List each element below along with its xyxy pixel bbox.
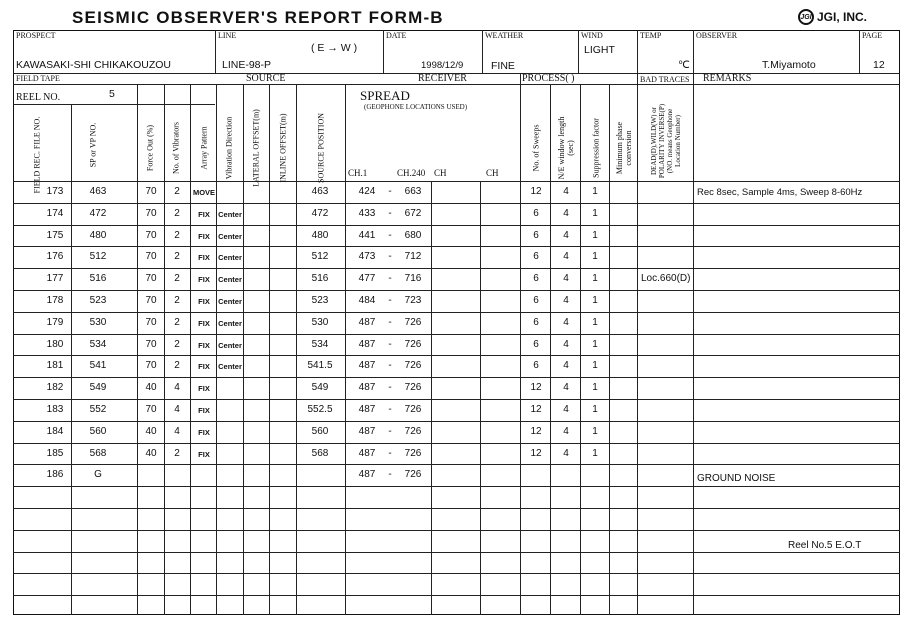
sweep-count: 12 [530,448,542,459]
sweep-count: 12 [530,382,542,393]
vibration-direction: Center [218,232,242,241]
sweep-count: 12 [530,404,542,415]
range-dash: - [388,295,392,306]
col-minimum-phase: Minimum phase conversion [615,121,633,175]
field-file-no: 179 [46,317,64,328]
sp-no: 480 [89,230,107,241]
source-position: 534 [311,339,329,350]
window-length: 4 [563,295,569,306]
vibrator-count: 2 [174,295,180,306]
col-sweeps: No. of Sweeps [531,124,541,172]
sp-no: 568 [89,448,107,459]
receiver-section-label: RECEIVER [418,73,467,84]
col-ch-b: CH [486,168,499,178]
line-label: LINE [218,31,237,40]
field-file-no: 182 [46,382,64,393]
range-dash: - [388,360,392,371]
sweep-count: 6 [533,208,539,219]
force-out: 40 [145,448,157,459]
weather-value: FINE [491,60,515,72]
suppression-factor: 1 [592,426,598,437]
footer-note: Reel No.5 E.O.T [788,540,862,551]
range-dash: - [388,448,392,459]
vibration-direction: Center [218,362,242,371]
ch1-location: 487 [358,317,376,328]
range-dash: - [388,426,392,437]
range-dash: - [388,469,392,480]
field-file-no: 176 [46,251,64,262]
remark: Rec 8sec, Sample 4ms, Sweep 8-60Hz [697,187,863,198]
force-out: 40 [145,382,157,393]
col-ch1: CH.1 [348,168,368,178]
source-position: 530 [311,317,329,328]
ch1-location: 424 [358,186,376,197]
vibrator-count: 2 [174,251,180,262]
ch240-location: 680 [404,230,422,241]
window-length: 4 [563,251,569,262]
array-pattern: FIX [198,406,210,415]
ch240-location: 726 [404,404,422,415]
array-pattern: FIX [198,253,210,262]
suppression-factor: 1 [592,448,598,459]
source-position: 523 [311,295,329,306]
window-length: 4 [563,273,569,284]
vibration-direction: Center [218,341,242,350]
col-array-pattern: Array Pattern [199,126,209,170]
window-length: 4 [563,317,569,328]
page-label: PAGE [862,31,883,40]
suppression-factor: 1 [592,230,598,241]
array-pattern: FIX [198,275,210,284]
vibrator-count: 2 [174,317,180,328]
sweep-count: 6 [533,230,539,241]
weather-label: WEATHER [485,31,524,40]
ch1-location: 487 [358,404,376,415]
field-file-no: 183 [46,404,64,415]
source-position: 552.5 [307,404,333,415]
range-dash: - [388,382,392,393]
vibrator-count: 2 [174,230,180,241]
ch240-location: 663 [404,186,422,197]
array-pattern: FIX [198,232,210,241]
source-section-label: SOURCE [246,73,286,84]
suppression-factor: 1 [592,360,598,371]
suppression-factor: 1 [592,251,598,262]
col-inline-offset: INLINE OFFSET(m) [278,113,288,183]
source-position: 549 [311,382,329,393]
array-pattern: FIX [198,428,210,437]
suppression-factor: 1 [592,317,598,328]
col-vibration-direction: Vibration Direction [224,116,234,180]
date-value: 1998/12/9 [421,60,464,71]
force-out: 70 [145,186,157,197]
source-position: 516 [311,273,329,284]
vibrator-count: 4 [174,426,180,437]
vibration-direction: Center [218,210,242,219]
wind-label: WIND [581,31,603,40]
force-out: 70 [145,317,157,328]
ch240-location: 726 [404,448,422,459]
vibration-direction: Center [218,275,242,284]
page-value: 12 [873,59,885,71]
field-file-no: 175 [46,230,64,241]
window-length: 4 [563,426,569,437]
source-position: 472 [311,208,329,219]
suppression-factor: 1 [592,404,598,415]
col-window-length: N/E window length (sec) [557,116,575,180]
sp-no: 530 [89,317,107,328]
force-out: 70 [145,230,157,241]
vibrator-count: 2 [174,339,180,350]
sp-no: 512 [89,251,107,262]
force-out: 70 [145,295,157,306]
field-file-no: 174 [46,208,64,219]
col-vibrators: No. of Vibrators [171,121,181,175]
window-length: 4 [563,230,569,241]
sp-no: 552 [89,404,107,415]
force-out: 40 [145,426,157,437]
array-pattern: FIX [198,450,210,459]
field-file-no: 185 [46,448,64,459]
ch240-location: 726 [404,339,422,350]
vibrator-count: 4 [174,404,180,415]
sp-no: 549 [89,382,107,393]
range-dash: - [388,186,392,197]
window-length: 4 [563,382,569,393]
col-sp-no: SP or VP NO. [88,122,98,168]
ch1-location: 487 [358,339,376,350]
col-ch240: CH.240 [397,168,426,178]
ch240-location: 726 [404,317,422,328]
ch1-location: 433 [358,208,376,219]
source-position: 568 [311,448,329,459]
array-pattern: FIX [198,341,210,350]
force-out: 70 [145,360,157,371]
sp-no: 463 [89,186,107,197]
spread-note: (GEOPHONE LOCATIONS USED) [364,103,468,111]
col-lateral-offset: LATERAL OFFSET(m) [251,109,261,187]
sweep-count: 6 [533,360,539,371]
vibrator-count: 2 [174,273,180,284]
date-label: DATE [386,31,407,40]
ch1-location: 487 [358,360,376,371]
suppression-factor: 1 [592,295,598,306]
sp-no: 560 [89,426,107,437]
window-length: 4 [563,448,569,459]
source-position: 463 [311,186,329,197]
field-file-no: 184 [46,426,64,437]
ch1-location: 487 [358,426,376,437]
array-pattern: MOVE [192,188,216,197]
sp-no: 472 [89,208,107,219]
window-length: 4 [563,404,569,415]
remark: GROUND NOISE [697,473,776,484]
force-out: 70 [145,273,157,284]
sweep-count: 6 [533,295,539,306]
range-dash: - [388,251,392,262]
suppression-factor: 1 [592,273,598,284]
ch1-location: 473 [358,251,376,262]
vibrator-count: 2 [174,186,180,197]
force-out: 70 [145,404,157,415]
spread-label: SPREAD [360,88,410,103]
company-name: JGI, INC. [817,10,868,24]
bad-traces-note: DEAD(D),WILD(W) or POLARITY INVERSE(P) (NO. means Geophone Location Number) [650,103,682,179]
suppression-factor: 1 [592,186,598,197]
ch240-location: 723 [404,295,422,306]
window-length: 4 [563,208,569,219]
form-title: SEISMIC OBSERVER'S REPORT FORM-B [72,8,444,27]
suppression-factor: 1 [592,382,598,393]
range-dash: - [388,404,392,415]
vibration-direction: Center [218,297,242,306]
array-pattern: FIX [198,210,210,219]
range-dash: - [388,273,392,284]
range-dash: - [388,208,392,219]
ch240-location: 716 [404,273,422,284]
source-position: 560 [311,426,329,437]
sweep-count: 6 [533,273,539,284]
array-pattern: FIX [198,384,210,393]
ch240-location: 726 [404,382,422,393]
sweep-count: 12 [530,186,542,197]
field-file-no: 186 [46,469,64,480]
reel-no-label: REEL NO. [16,92,61,103]
vibrator-count: 2 [174,448,180,459]
sweep-count: 6 [533,251,539,262]
ch1-location: 487 [358,448,376,459]
col-ch-a: CH [434,168,447,178]
force-out: 70 [145,251,157,262]
sweep-count: 12 [530,426,542,437]
company-logo [798,9,867,25]
temp-label: TEMP [640,31,662,40]
jgi-logo-icon: JGI [798,9,814,25]
range-dash: - [388,317,392,328]
suppression-factor: 1 [592,339,598,350]
array-pattern: FIX [198,319,210,328]
ch1-location: 487 [358,382,376,393]
force-out: 70 [145,208,157,219]
ch240-location: 712 [404,251,422,262]
ch240-location: 726 [404,469,422,480]
array-pattern: FIX [198,362,210,371]
wind-value: LIGHT [584,44,615,56]
sp-no: 534 [89,339,107,350]
range-dash: - [388,339,392,350]
process-section-label: PROCESS( ) [522,73,575,84]
sp-no: G [94,469,102,480]
ch240-location: 726 [404,426,422,437]
window-length: 4 [563,339,569,350]
bad-traces-label: BAD TRACES [640,75,690,84]
ch240-location: 672 [404,208,422,219]
vibrator-count: 2 [174,360,180,371]
col-file-no: FIELD REC. FILE NO. [32,116,42,194]
force-out: 70 [145,339,157,350]
suppression-factor: 1 [592,208,598,219]
prospect-value: KAWASAKI-SHI CHIKAKOUZOU [16,59,171,71]
sp-no: 523 [89,295,107,306]
source-position: 541.5 [307,360,333,371]
vibration-direction: Center [218,253,242,262]
sp-no: 541 [89,360,107,371]
prospect-label: PROSPECT [16,31,56,40]
field-file-no: 180 [46,339,64,350]
temp-unit: ℃ [678,59,690,71]
field-file-no: 173 [46,186,64,197]
reel-no-value: 5 [109,88,115,100]
line-direction: ( E → W ) [311,42,358,54]
source-position: 480 [311,230,329,241]
source-position: 512 [311,251,329,262]
line-value: LINE-98-P [222,59,272,71]
ch1-location: 487 [358,469,376,480]
observer-label: OBSERVER [696,31,738,40]
col-force-out: Force Out (%) [145,124,155,172]
vibrator-count: 4 [174,382,180,393]
ch240-location: 726 [404,360,422,371]
col-suppression: Suppression factor [591,118,601,178]
ch1-location: 484 [358,295,376,306]
sp-no: 516 [89,273,107,284]
col-source-position: SOURCE POSITION [316,112,326,184]
field-tape-label: FIELD TAPE [16,74,60,83]
bad-trace: Loc.660(D) [641,273,691,284]
vibrator-count: 2 [174,208,180,219]
observer-value: T.Miyamoto [762,59,816,71]
window-length: 4 [563,360,569,371]
range-dash: - [388,230,392,241]
field-file-no: 181 [46,360,64,371]
vibration-direction: Center [218,319,242,328]
remarks-label: REMARKS [703,73,752,84]
sweep-count: 6 [533,317,539,328]
array-pattern: FIX [198,297,210,306]
sweep-count: 6 [533,339,539,350]
ch1-location: 477 [358,273,376,284]
field-file-no: 178 [46,295,64,306]
ch1-location: 441 [358,230,376,241]
field-file-no: 177 [46,273,64,284]
window-length: 4 [563,186,569,197]
